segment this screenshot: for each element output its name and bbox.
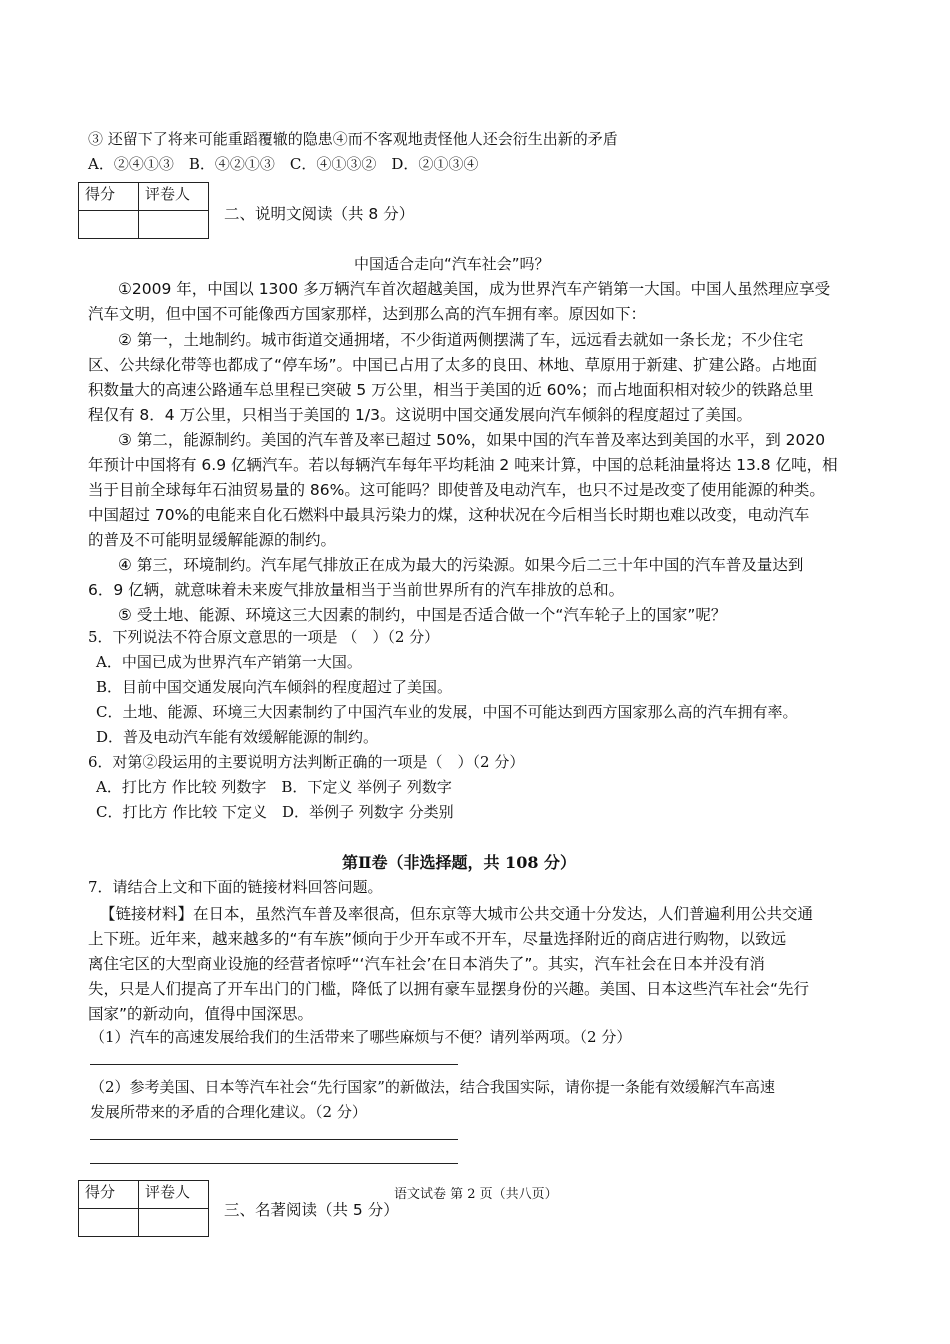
grader-label: 评卷人 xyxy=(139,183,209,211)
paragraph-line: ② 第一，土地制约。城市街道交通拥堵，不少街道两侧摆满了车，远远看去就如一条长龙；不少住宅 xyxy=(118,331,804,349)
link-line: 国家”的新动向，值得中国深思。 xyxy=(88,1005,314,1023)
link-line: 上下班。近年来，越来越多的“有车族”倾向于少开车或不开车，尽量选择附近的商店进行购物，以致远 xyxy=(88,930,787,948)
q5-option: D．普及电动汽车能有效缓解能源的制约。 xyxy=(96,728,379,746)
paragraph-line: 中国超过 70%的电能来自化石燃料中最具污染力的煤，这种状况在今后相当长时期也难以改变，电动汽车 xyxy=(88,506,810,524)
grader-label: 评卷人 xyxy=(139,1181,209,1209)
article-title: 中国适合走向“汽车社会”吗？ xyxy=(354,255,550,273)
paragraph-line: ⑤ 受土地、能源、环境这三大因素的制约，中国是否适合做一个“汽车轮子上的国家”呢？ xyxy=(118,606,727,624)
q7-2-line: 发展所带来的矛盾的合理化建议。（2 分） xyxy=(90,1103,367,1121)
score-box-2 xyxy=(78,1180,209,1237)
q6-stem: 6．对第②段运用的主要说明方法判断正确的一项是（ ）（2 分） xyxy=(88,753,525,771)
q5-option: B．目前中国交通发展向汽车倾斜的程度超过了美国。 xyxy=(96,678,453,696)
paragraph-line: 区、公共绿化带等也都成了“停车场”。中国已占用了太多的良田、林地、草原用于新建、扩建公路。占地面 xyxy=(88,356,818,374)
link-line: 【链接材料】在日本，虽然汽车普及率很高，但东京等大城市公共交通十分发达，人们普遍利用公共交通 xyxy=(100,905,814,923)
paragraph-line: 汽车文明，但中国不可能像西方国家那样，达到那么高的汽车拥有率。原因如下： xyxy=(88,305,647,323)
q7-2-line: （2）参考美国、日本等汽车社会“先行国家”的新做法，结合我国实际，请你提一条能有效缓解汽车高速 xyxy=(90,1078,775,1096)
score-cell xyxy=(79,1209,139,1237)
score-label: 得分 xyxy=(79,1181,139,1209)
grader-cell xyxy=(139,1209,209,1237)
section3-title: 三、名著阅读（共 5 分） xyxy=(224,1201,399,1219)
answer-line-2[interactable] xyxy=(90,1139,458,1140)
paragraph-line: 程仅有 8．4 万公里，只相当于美国的 1/3。这说明中国交通发展向汽车倾斜的程度超过了美国。 xyxy=(88,406,752,424)
link-line: 离住宅区的大型商业设施的经营者惊呼“‘汽车社会’在日本消失了”。其实，汽车社会在日本并没有消 xyxy=(88,955,765,973)
q7-1: （1）汽车的高速发展给我们的生活带来了哪些麻烦与不便？请列举两项。（2 分） xyxy=(90,1028,632,1046)
q5-option: A．中国已成为世界汽车产销第一大国。 xyxy=(96,653,362,671)
paragraph-line: ④ 第三，环境制约。汽车尾气排放正在成为最大的污染源。如果今后二三十年中国的汽车普及量达到 xyxy=(118,556,804,574)
answer-line-1[interactable] xyxy=(90,1064,458,1065)
q4-options: A．②④①③ B．④②①③ C．④①③② D．②①③④ xyxy=(88,155,479,173)
q5-stem: 5．下列说法不符合原文意思的一项是 （ ）（2 分） xyxy=(88,628,440,646)
score-label: 得分 xyxy=(79,183,139,211)
q6-option: A．打比方 作比较 列数字 B．下定义 举例子 列数字 xyxy=(96,778,452,796)
link-line: 失，只是人们提高了开车出门的门槛，降低了以拥有豪车显摆身份的兴趣。美国、日本这些汽车社会“先行 xyxy=(88,980,810,998)
answer-line-3[interactable] xyxy=(90,1163,458,1164)
grader-cell xyxy=(139,211,209,239)
part2-heading: 第Ⅱ卷（非选择题，共 108 分） xyxy=(342,853,577,872)
page-footer: 语文试卷 第 2 页（共八页） xyxy=(394,1187,558,1202)
q4-tail: ③ 还留下了将来可能重蹈覆辙的隐患④而不客观地责怪他人还会衍生出新的矛盾 xyxy=(88,130,618,148)
paragraph-line: ①2009 年，中国以 1300 多万辆汽车首次超越美国，成为世界汽车产销第一大国。中国人虽然理应享受 xyxy=(118,280,831,298)
q7-stem: 7．请结合上文和下面的链接材料回答问题。 xyxy=(88,878,383,896)
q5-option: C．土地、能源、环境三大因素制约了中国汽车业的发展，中国不可能达到西方国家那么高的汽车拥有率。 xyxy=(96,703,798,721)
paragraph-line: 当于目前全球每年石油贸易量的 86%。这可能吗？即使普及电动汽车，也只不过是改变了使用能源的种类。 xyxy=(88,481,825,499)
paragraph-line: ③ 第二，能源制约。美国的汽车普及率已超过 50%，如果中国的汽车普及率达到美国的水平，到 2020 xyxy=(118,431,826,449)
paragraph-line: 的普及不可能明显缓解能源的制约。 xyxy=(88,531,337,549)
paragraph-line: 年预计中国将有 6.9 亿辆汽车。若以每辆汽车每年平均耗油 2 吨来计算，中国的总耗油量将达 13.8 亿吨，相 xyxy=(88,456,838,474)
paragraph-line: 6．9 亿辆，就意味着未来废气排放量相当于当前世界所有的汽车排放的总和。 xyxy=(88,581,625,599)
score-cell xyxy=(79,211,139,239)
q6-option: C．打比方 作比较 下定义 D．举例子 列数字 分类别 xyxy=(96,803,454,821)
section2-title: 二、说明文阅读（共 8 分） xyxy=(224,205,415,223)
paragraph-line: 积数量大的高速公路通车总里程已突破 5 万公里，相当于美国的近 60%；而占地面积相对较少的铁路总里 xyxy=(88,381,814,399)
score-box xyxy=(78,182,209,239)
